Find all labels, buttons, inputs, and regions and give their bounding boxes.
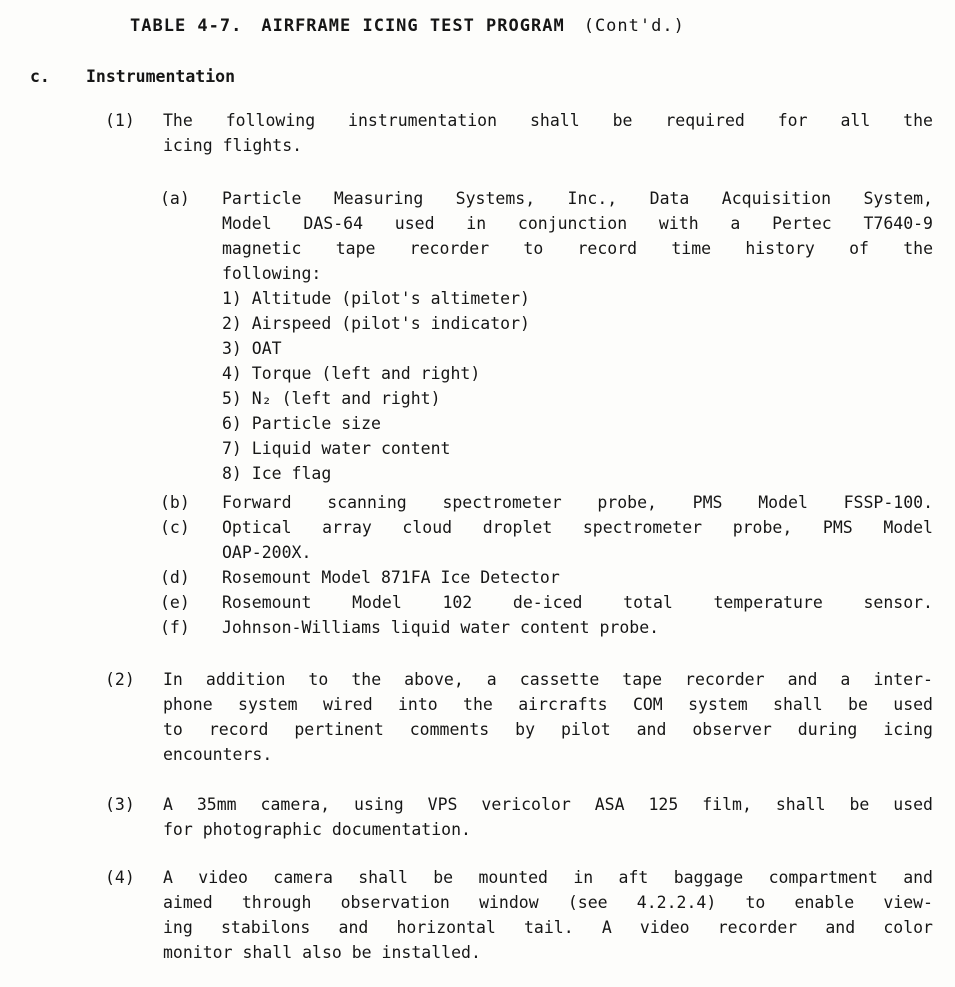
item-3-text — [163, 792, 933, 842]
text-line: In addition to the above, a cassette tape recorder and a inter- — [163, 670, 933, 689]
sub-item-f-label: (f) — [160, 618, 190, 637]
sub-item-a-text — [222, 186, 933, 486]
sub-item-f — [0, 615, 955, 640]
sub-item-e-text — [222, 590, 933, 615]
numbered-list-item: 1) Altitude (pilot's altimeter) — [222, 289, 530, 308]
sub-item-f-text — [222, 615, 933, 640]
section-label: c. — [30, 67, 50, 86]
text-line: following: — [222, 264, 322, 283]
sub-item-d-label: (d) — [160, 568, 190, 587]
section-heading-row — [30, 64, 955, 89]
text-line: icing flights. — [163, 136, 303, 155]
text-line: OAP-200X. — [222, 543, 312, 562]
item-4-label: (4) — [105, 868, 135, 887]
text-line: Forward scanning spectrometer probe, PMS Model FSSP-100. — [222, 493, 933, 512]
sub-item-e — [0, 590, 955, 615]
sub-item-b-text — [222, 490, 933, 515]
numbered-list-item: 4) Torque (left and right) — [222, 364, 481, 383]
text-line: ing stabilons and horizontal tail. A video recorder and color — [163, 918, 933, 937]
item-3 — [0, 792, 955, 842]
item-2-text — [163, 667, 933, 767]
item-3-label: (3) — [105, 795, 135, 814]
sub-item-a — [0, 186, 955, 486]
sub-item-c-text — [222, 515, 933, 565]
item-4 — [0, 865, 955, 965]
sub-item-d — [0, 565, 955, 590]
sub-item-c — [0, 515, 955, 565]
item-4-text — [163, 865, 933, 965]
table-title-name: AIRFRAME ICING TEST PROGRAM — [261, 16, 565, 36]
text-line: Optical array cloud droplet spectrometer probe, PMS Model — [222, 518, 933, 537]
item-2 — [0, 667, 955, 767]
text-line: aimed through observation window (see 4.2.2.4) to enable view- — [163, 893, 933, 912]
item-1-text — [163, 108, 933, 158]
text-line: monitor shall also be installed. — [163, 943, 481, 962]
sub-item-c-label: (c) — [160, 518, 190, 537]
text-line: for photographic documentation. — [163, 820, 471, 839]
text-line: to record pertinent comments by pilot and observer during icing — [163, 720, 933, 739]
text-line: Rosemount Model 871FA Ice Detector — [222, 568, 560, 587]
table-title — [130, 14, 955, 39]
text-line: phone system wired into the aircrafts COM system shall be used — [163, 695, 933, 714]
table-title-number: TABLE 4-7. — [130, 16, 243, 36]
section-heading: Instrumentation — [86, 67, 236, 86]
text-line: The following instrumentation shall be required for all the — [163, 111, 933, 130]
numbered-list-item: 6) Particle size — [222, 414, 381, 433]
item-1-label: (1) — [105, 111, 135, 130]
item-1 — [0, 108, 955, 158]
table-title-contd: (Cont'd.) — [583, 16, 685, 36]
text-line: Rosemount Model 102 de-iced total temperature sensor. — [222, 593, 933, 612]
numbered-list-item: 8) Ice flag — [222, 464, 332, 483]
text-line: encounters. — [163, 745, 273, 764]
text-line: Particle Measuring Systems, Inc., Data Acquisition System, — [222, 189, 933, 208]
text-line: Johnson-Williams liquid water content probe. — [222, 618, 660, 637]
sub-item-b-label: (b) — [160, 493, 190, 512]
text-line: A 35mm camera, using VPS vericolor ASA 125 film, shall be used — [163, 795, 933, 814]
text-line: A video camera shall be mounted in aft baggage compartment and — [163, 868, 933, 887]
sub-item-d-text — [222, 565, 933, 590]
text-line: magnetic tape recorder to record time history of the — [222, 239, 933, 258]
numbered-list-item: 5) N₂ (left and right) — [222, 389, 441, 408]
text-line: Model DAS-64 used in conjunction with a Pertec T7640-9 — [222, 214, 933, 233]
sub-item-a-label: (a) — [160, 189, 190, 208]
sub-item-b — [0, 490, 955, 515]
item-2-label: (2) — [105, 670, 135, 689]
numbered-list-item: 2) Airspeed (pilot's indicator) — [222, 314, 530, 333]
numbered-list-item: 7) Liquid water content — [222, 439, 451, 458]
sub-item-e-label: (e) — [160, 593, 190, 612]
numbered-list-item: 3) OAT — [222, 339, 282, 358]
